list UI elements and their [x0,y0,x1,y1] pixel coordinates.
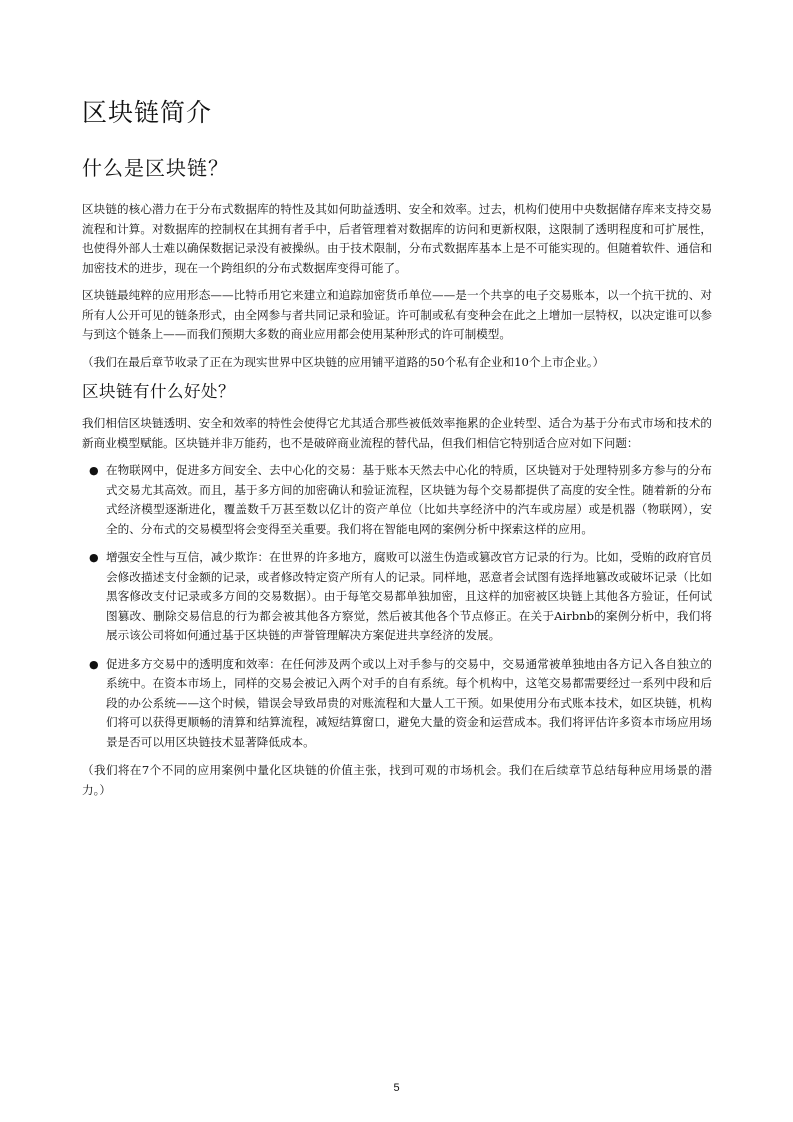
purest-form-paragraph: 区块链最纯粹的应用形态——比特币用它来建立和追踪加密货币单位——是一个共享的电子交易账本，以一个抗干扰的、对所有人公开可见的链条形式，由全网参与者共同记录和验证。许可制或私有变种会在此之上增加一层特权，以决定谁可以参与到这个链条上——而我们预期大多数的商业应用都会使用某种形式的许可制模型。 [82,288,712,341]
list-item [82,461,712,539]
page-title: 区块链简介 [82,98,213,127]
list-item [82,548,712,646]
benefit-security-text: 增强安全性与互信，减少欺诈：在世界的许多地方，腐败可以滋生伪造或篡改官方记录的行为。比如，受贿的政府官员会修改描述支付金额的记录，或者修改特定资产所有人的记录。同样地，恶意者会试图有选择地篡改或破坏记录（比如黑客修改支付记录或多方间的交易数据）。由于每笔交易都单独加密，且这样的加密被区块链上其他各方验证，任何试图篡改、删除交易信息的行为都会被其他各方察觉，然后被其他各个节点修正。在关于Airbnb的案例分析中，我们将展示该公司将如何通过基于区块链的声誉管理解决方案促进共享经济的发展。 [106,550,712,642]
what-is-blockchain-heading: 什么是区块链？ [82,156,229,180]
list-item [82,655,712,753]
page-number: 5 [393,1082,400,1094]
companies-note: （我们在最后章节收录了正在为现实世界中区块链的应用铺平道路的50个私有企业和10个上市企业。） [82,354,605,369]
benefits-list [82,461,712,752]
core-potential-paragraph: 区块链的核心潜力在于分布式数据库的特性及其如何助益透明、安全和效率。过去，机构们使用中央数据储存库来支持交易流程和计算。对数据库的控制权在其拥有者手中，后者管理着对数据库的访问和更新权限，这限制了透明程度和可扩展性，也使得外部人士难以确保数据记录没有被操纵。由于技术限制，分布式数据库基本上是不可能实现的。但随着软件、通信和加密技术的进步，现在一个跨组织的分布式数据库变得可能了。 [82,202,712,275]
bullet-icon: ● [89,464,99,477]
bullet-icon: ● [89,551,99,564]
benefits-intro-paragraph: 我们相信区块链透明、安全和效率的特性会使得它尤其适合那些被低效率拖累的企业转型、适合为基于分布式市场和技术的新商业模型赋能。区块链并非万能药，也不是破碎商业流程的替代品，但我们相信它特别适合应对如下问题： [82,416,712,450]
benefits-heading: 区块链有什么好处？ [82,382,235,401]
benefit-iot-text: 在物联网中，促进多方间安全、去中心化的交易：基于账本天然去中心化的特质，区块链对于处理特别多方参与的分布式交易尤其高效。而且，基于多方间的加密确认和验证流程，区块链为每个交易都提供了高度的安全性。随着新的分布式经济模型逐渐进化，覆盖数千万甚至数以亿计的资产单位（比如共享经济中的汽车或房屋）或是机器（物联网），安全的、分布式的交易模型将会变得至关重要。我们将在智能电网的案例分析中探索这样的应用。 [106,463,712,536]
document-page [82,96,712,808]
benefit-transparency-text: 促进多方交易中的透明度和效率：在任何涉及两个或以上对手参与的交易中，交易通常被单独地由各方记入各自独立的系统中。在资本市场上，同样的交易会被记入两个对手的自有系统。每个机构中，这笔交易都需要经过一系列中段和后段的办公系统——这个时候，错误会导致昂贵的对账流程和大量人工干预。如果使用分布式账本技术，如区块链，机构们将可以获得更顺畅的清算和结算流程，减短结算窗口，避免大量的资金和运营成本。我们将评估许多资本市场应用场景是否可以用区块链技术显著降低成本。 [106,656,712,749]
bullet-icon: ● [89,657,99,671]
closing-note: （我们将在7个不同的应用案例中量化区块链的价值主张，找到可观的市场机会。我们在后续章节总结每种应用场景的潜力。） [82,763,712,797]
